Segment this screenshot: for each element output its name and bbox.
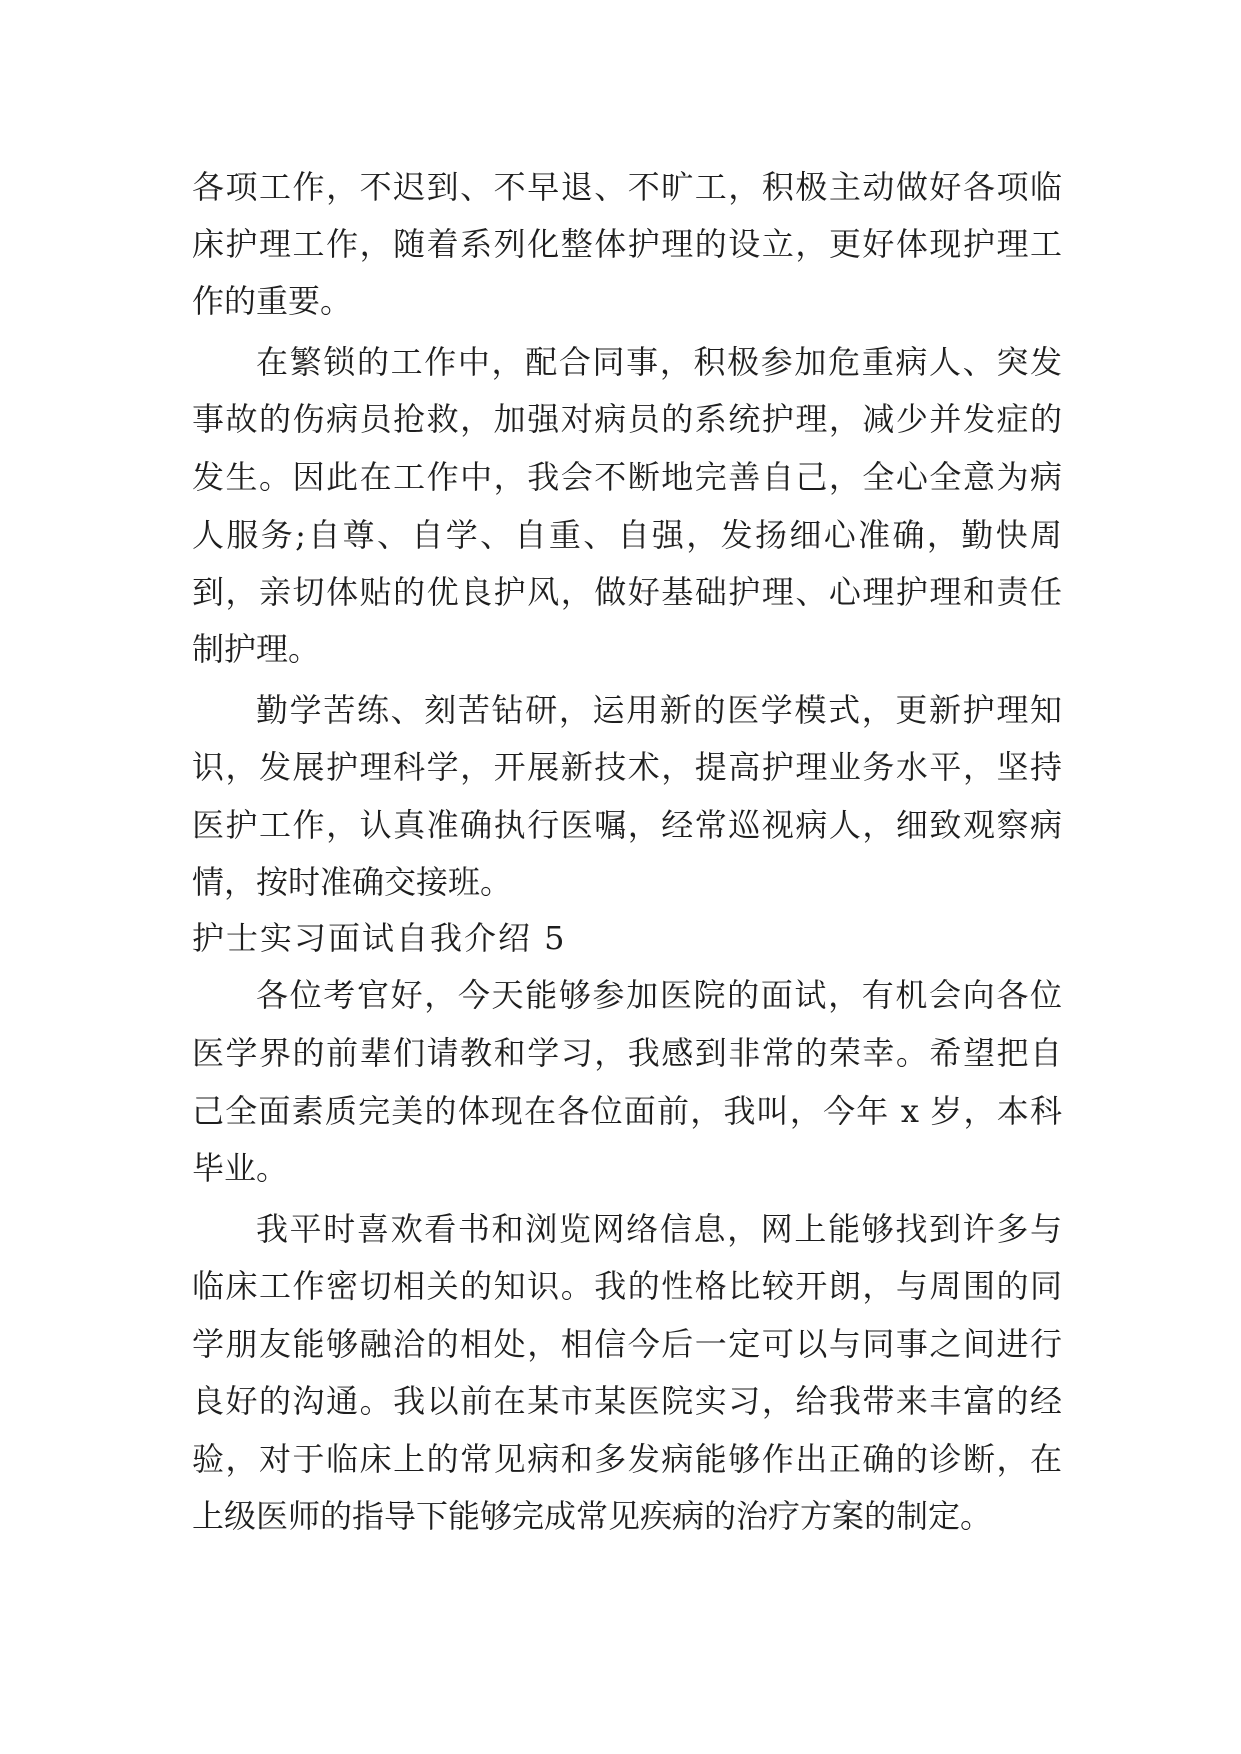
text-line: 医学界的前辈们请教和学习，我感到非常的荣幸。希望把自	[192, 1034, 1062, 1072]
text-line: 到，亲切体贴的优良护风，做好基础护理、心理护理和责任	[192, 573, 1062, 611]
text-line: 己全面素质完美的体现在各位面前，我叫，今年 x 岁，本科	[192, 1092, 1062, 1130]
text-line: 在繁锁的工作中，配合同事，积极参加危重病人、突发	[256, 343, 1062, 381]
text-line: 毕业。	[192, 1149, 289, 1187]
text-line: 验，对于临床上的常见病和多发病能够作出正确的诊断，在	[192, 1440, 1062, 1478]
text-line: 床护理工作，随着系列化整体护理的设立，更好体现护理工	[192, 225, 1062, 263]
text-line: 学朋友能够融洽的相处，相信今后一定可以与同事之间进行	[192, 1325, 1062, 1363]
text-line: 制护理。	[192, 630, 321, 668]
text-line: 各项工作，不迟到、不早退、不旷工，积极主动做好各项临	[192, 168, 1062, 206]
text-line: 医护工作，认真准确执行医嘱，经常巡视病人，细致观察病	[192, 806, 1062, 844]
section-heading: 护士实习面试自我介绍 5	[192, 919, 567, 957]
text-line: 上级医师的指导下能够完成常见疾病的治疗方案的制定。	[192, 1497, 993, 1535]
text-line: 临床工作密切相关的知识。我的性格比较开朗，与周围的同	[192, 1267, 1062, 1305]
text-line: 发生。因此在工作中，我会不断地完善自己，全心全意为病	[192, 458, 1062, 496]
text-line: 我平时喜欢看书和浏览网络信息，网上能够找到许多与	[256, 1210, 1062, 1248]
text-line: 各位考官好，今天能够参加医院的面试，有机会向各位	[256, 976, 1062, 1014]
text-line: 勤学苦练、刻苦钻研，运用新的医学模式，更新护理知	[256, 691, 1062, 729]
text-line: 人服务;自尊、自学、自重、自强，发扬细心准确，勤快周	[192, 516, 1062, 554]
text-line: 情，按时准确交接班。	[192, 863, 513, 901]
text-line: 识，发展护理科学，开展新技术，提高护理业务水平，坚持	[192, 748, 1062, 786]
text-line: 作的重要。	[192, 282, 353, 320]
text-line: 事故的伤病员抢救，加强对病员的系统护理，减少并发症的	[192, 400, 1062, 438]
text-line: 良好的沟通。我以前在某市某医院实习，给我带来丰富的经	[192, 1382, 1062, 1420]
